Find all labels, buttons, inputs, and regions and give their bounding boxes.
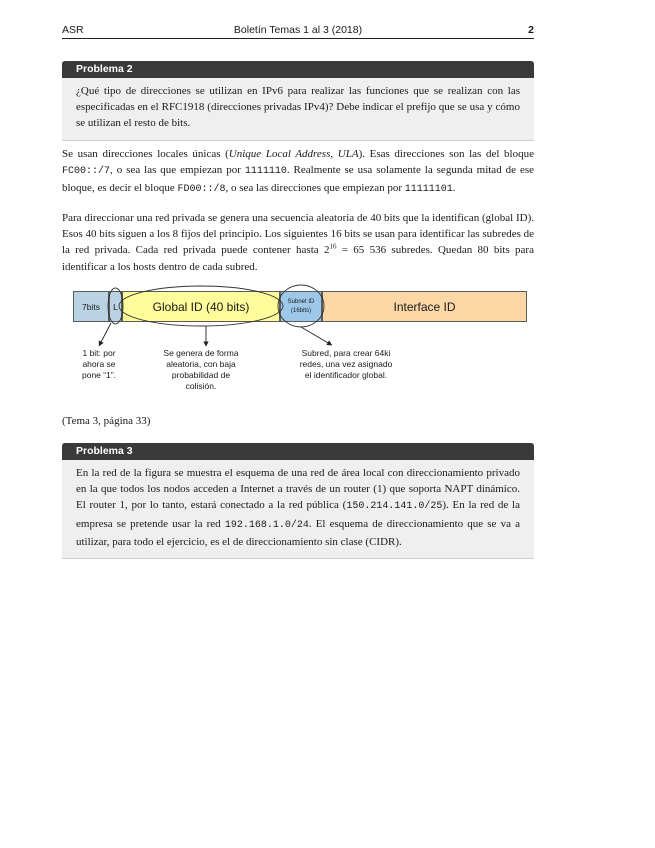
problem-3-box [62, 443, 534, 559]
answer-exponent: 16 [329, 242, 337, 251]
answer-text: ). Esas direcciones son las del bloque [358, 148, 534, 160]
field-subnet-label: Subnet ID [287, 298, 315, 305]
subnet-id-arrow [301, 327, 330, 344]
note-l-bit [70, 348, 128, 381]
note-line: pone “1”. [81, 370, 117, 380]
field-subnet-id [280, 291, 322, 322]
answer-text: , o sea las que empiezan por [110, 164, 245, 177]
field-global-id: Global ID (40 bits) [122, 291, 280, 322]
problem-2-title: Problema 2 [62, 61, 534, 78]
problem-3-text: ). En la red de la empresa se pretende usar la red [76, 499, 520, 530]
field-interface-id: Interface ID [322, 291, 527, 322]
note-line: el identificador global. [304, 370, 388, 380]
answer-text: . [452, 182, 456, 195]
problem-2-statement: ¿Qué tipo de direcciones se utilizan en IPv6 para realizar las funciones que se realizan con las especificadas en el RFC1918 (direcciones privadas IPv4)? Debe indicar el prefijo que se usa y cómo se utilizan el resto de bits. [76, 85, 520, 130]
answer-paragraph-2 [62, 210, 534, 275]
page-header [62, 24, 534, 38]
answer-text: Se usan direcciones locales únicas ( [62, 148, 229, 160]
problem-3-code: 192.168.1.0/24 [224, 519, 309, 531]
l-bit-arrow [100, 323, 111, 344]
problem-3-statement [62, 460, 534, 558]
answer-text: , [330, 148, 338, 160]
answer-code: FD00::/8 [177, 184, 226, 196]
answer-text: Para direccionar una red privada se genera una secuencia aleatoria de 40 bits que la identifican (global ID). Esos 40 bits siguen a los 8 fijos del principio. Los siguientes 16 bits se usan para identificar las subredes de la red privada. Cada red privada puede contener hasta 2 [62, 212, 535, 257]
problem-3-text: En la red de la figura se muestra el esquema de una red de área local con direccionamiento privado en la que todos los nodos acceden a Internet a través de un router (1) que soporta NAPT dinámico. El router 1, por lo tanto, estará conectado a la red pública ( [76, 467, 520, 512]
answer-paragraph-1 [62, 146, 534, 199]
header-course: ASR [62, 24, 84, 36]
note-line: Subred, para crear 64ki [301, 348, 391, 358]
page-number: 2 [528, 24, 534, 36]
answer-code: FC00::/7 [62, 166, 111, 178]
problem-3-title: Problema 3 [62, 443, 534, 460]
note-line: Se genera de forma [163, 348, 239, 358]
field-l-bit: L [109, 291, 122, 322]
answer-text: . Realmente se usa solamente la segunda mitad de ese bloque, es decir el bloque [62, 164, 535, 195]
note-line: ahora se [82, 359, 116, 369]
problem-2-box [62, 61, 534, 141]
field-7bits: 7bits [73, 291, 109, 322]
note-subnet-id [280, 348, 412, 381]
answer-text: = 65 536 subredes. Quedan 80 bits para identificar a los hosts dentro de cada subred. [62, 244, 534, 273]
answer-code: 11111101 [404, 184, 453, 196]
note-line: 1 bit: por [82, 348, 116, 358]
note-line: probabilidad de [171, 370, 231, 380]
field-subnet-bits: (16bits) [290, 307, 311, 314]
source-caption: (Tema 3, página 33) [62, 415, 151, 427]
note-global-id [150, 348, 252, 392]
problem-3-text: . El esquema de direccionamiento que se va a utilizar, para todo el ejercicio, es el de direccionamiento sin clase (CIDR). [76, 517, 520, 548]
note-line: aleatoria, con baja [166, 359, 236, 369]
header-rule [62, 38, 534, 39]
note-line: colisión. [185, 381, 217, 391]
answer-emphasis: ULA [337, 148, 359, 160]
answer-text: , o sea las direcciones que empiezan por [225, 182, 405, 195]
header-title: Boletín Temas 1 al 3 (2018) [233, 24, 363, 36]
answer-emphasis: Unique Local Address [228, 148, 331, 160]
note-line: redes, una vez asignado [299, 359, 393, 369]
problem-3-code: 150.214.141.0/25 [346, 501, 443, 513]
answer-code: 1111110 [244, 166, 287, 178]
